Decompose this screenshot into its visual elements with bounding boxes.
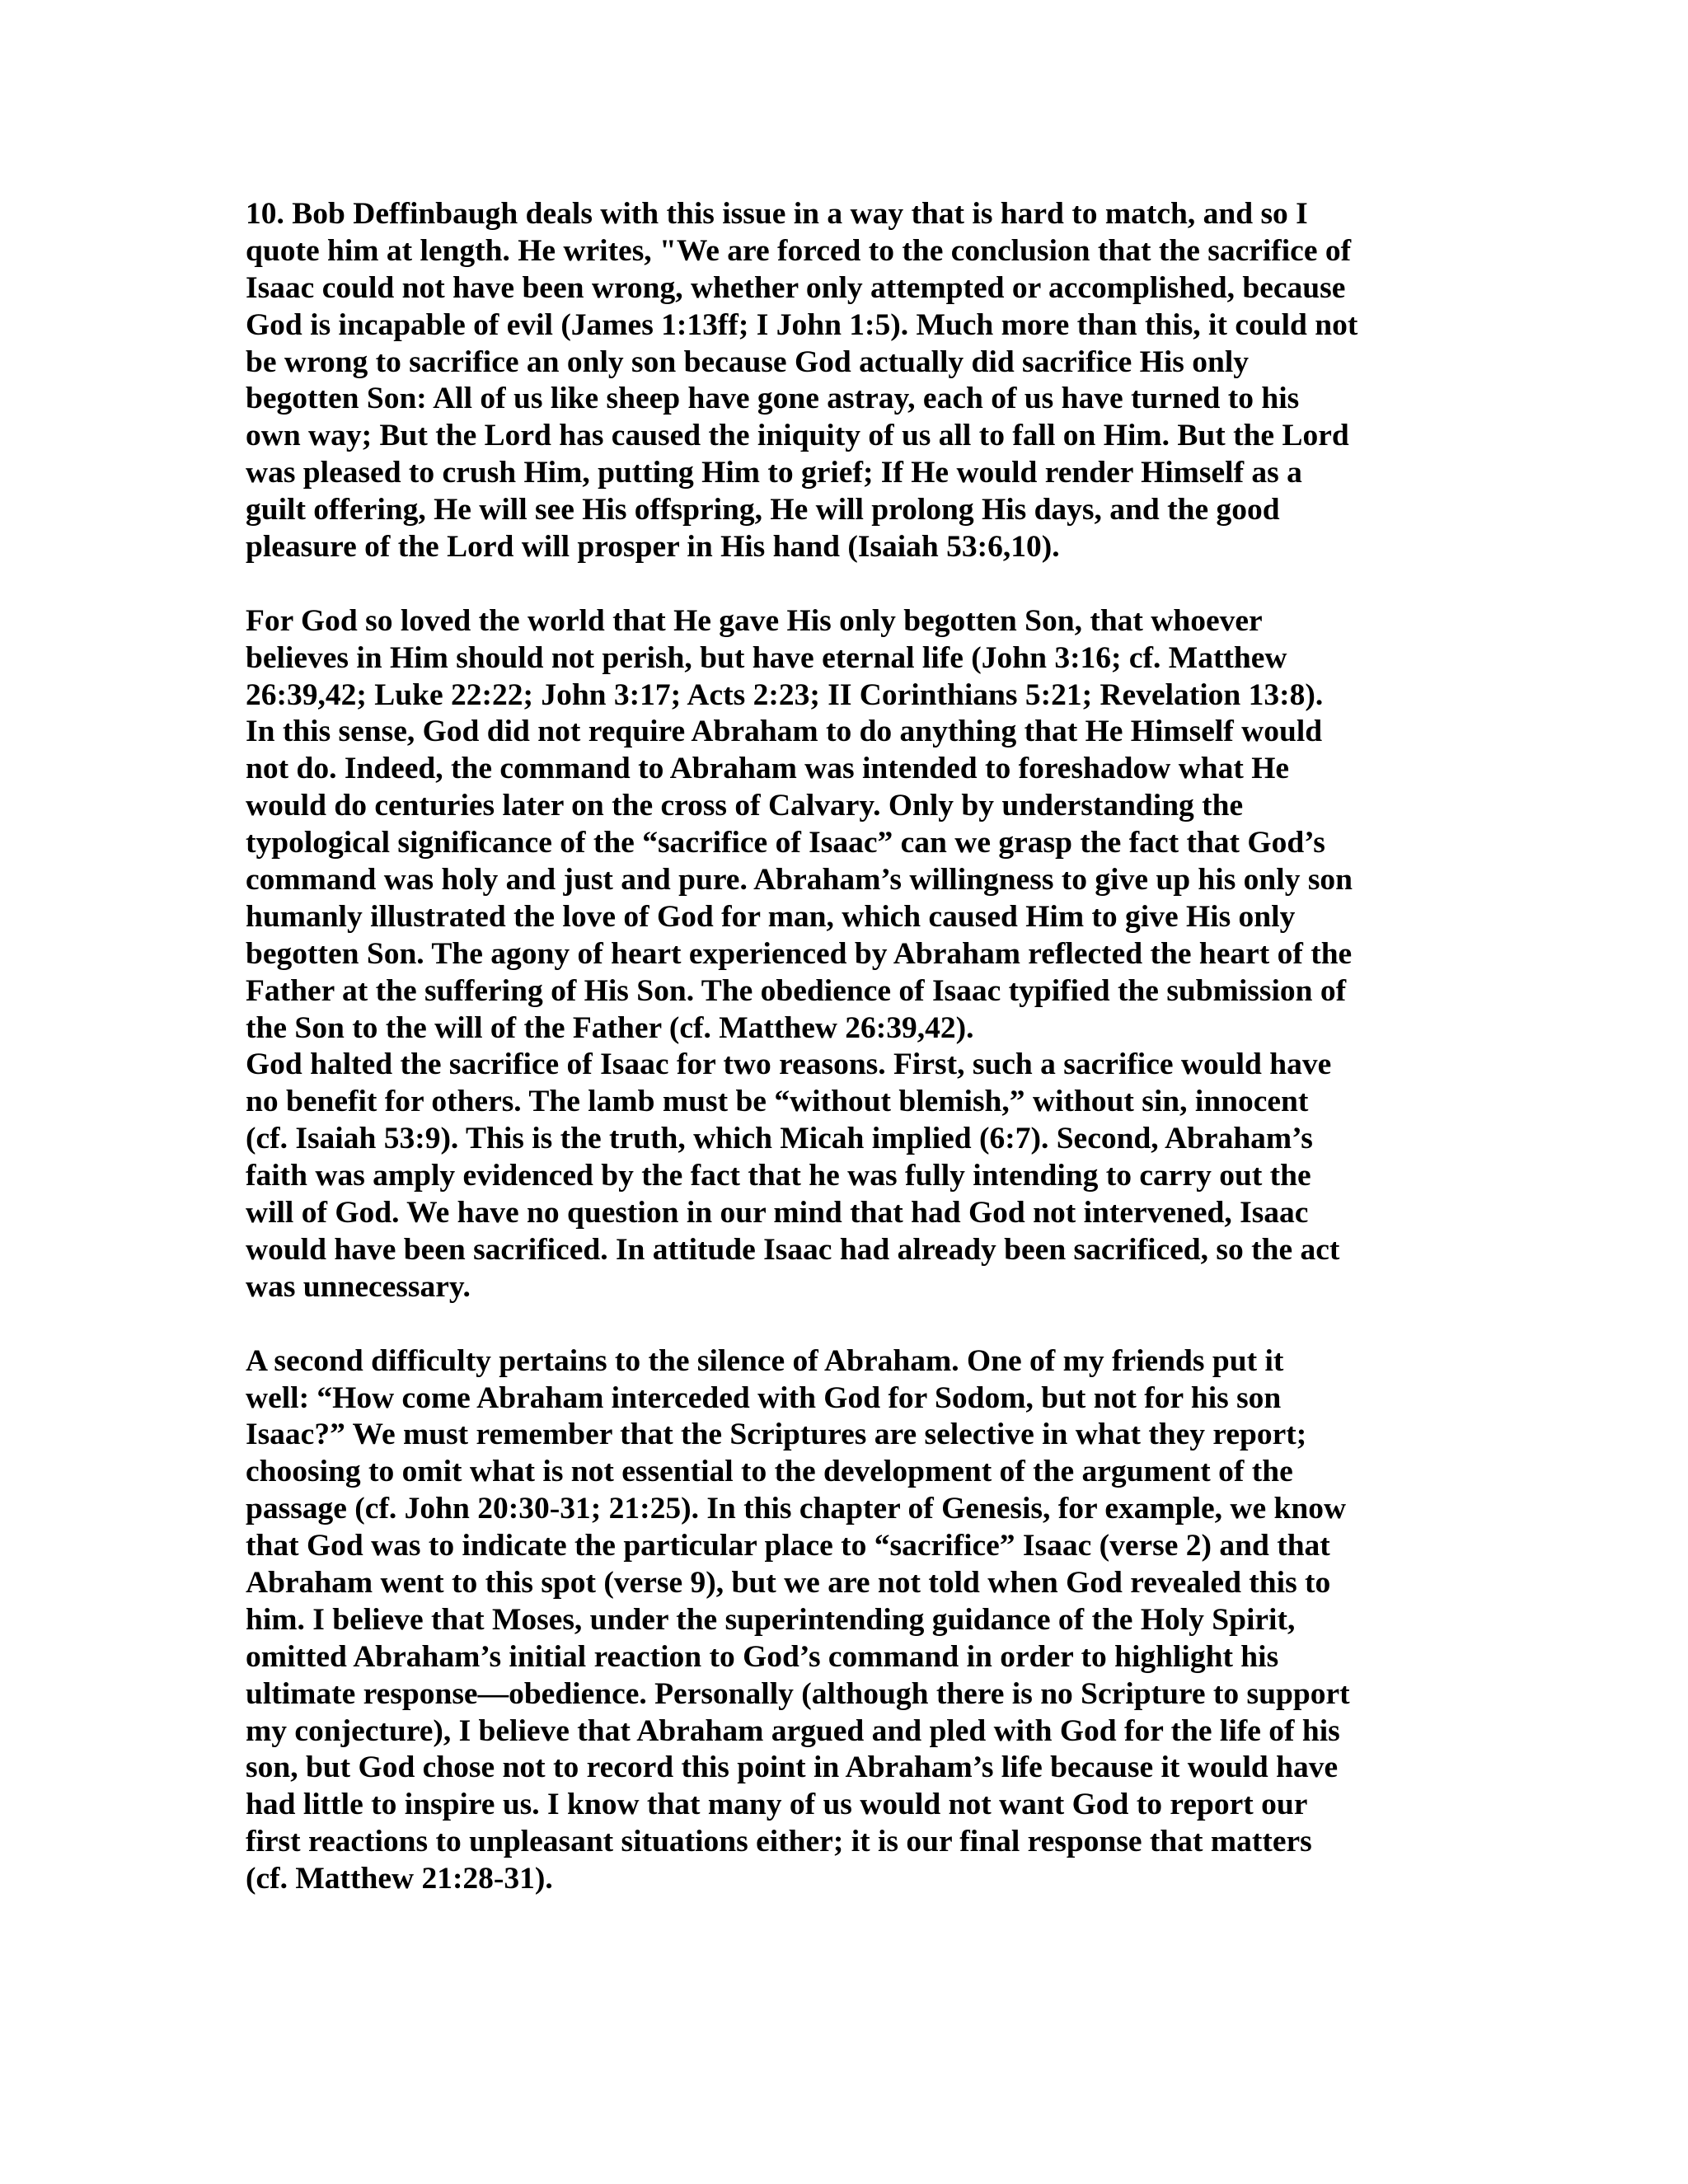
text-line: son, but God chose not to record this point in Abraham’s life because it would have [246,1750,1339,1785]
text-line: begotten Son: All of us like sheep have gone astray, each of us have turned to his [246,382,1300,416]
paragraph-quote-intro [246,196,1449,566]
text-line: God is incapable of evil (James 1:13ff; I John 1:5). Much more than this, it could not [246,307,1358,342]
text-line: would have been sacrificed. In attitude Isaac had already been sacrificed, so the act [246,1232,1340,1267]
text-line: (cf. Matthew 21:28-31). [246,1862,553,1896]
text-line: him. I believe that Moses, under the superintending guidance of the Holy Spirit, [246,1602,1296,1637]
text-line: the Son to the will of the Father (cf. Matthew 26:39,42). [246,1010,974,1045]
text-line: passage (cf. John 20:30-31; 21:25). In this chapter of Genesis, for example, we know [246,1492,1347,1526]
text-line: Abraham went to this spot (verse 9), but we are not told when God revealed this to [246,1565,1331,1600]
paragraph-god-so-loved [246,603,1449,1306]
text-line: begotten Son. The agony of heart experienced by Abraham reflected the heart of the [246,936,1353,971]
text-line: was unnecessary. [246,1269,471,1304]
text-line: humanly illustrated the love of God for man, which caused Him to give His only [246,899,1296,934]
text-line: would do centuries later on the cross of Calvary. Only by understanding the [246,789,1244,823]
text-line: was pleased to crush Him, putting Him to grief; If He would render Himself as a [246,456,1302,490]
text-line: Isaac?” We must remember that the Scriptures are selective in what they report; [246,1418,1307,1452]
paragraph-gap [246,566,1449,603]
text-line: For God so loved the world that He gave His only begotten Son, that whoever [246,603,1263,638]
text-line: omitted Abraham’s initial reaction to God’s command in order to highlight his [246,1639,1279,1674]
text-line: own way; But the Lord has caused the iniquity of us all to fall on Him. But the Lord [246,419,1349,453]
text-line: quote him at length. He writes, "We are forced to the conclusion that the sacrifice of [246,233,1352,268]
text-line: choosing to omit what is not essential to the development of the argument of the [246,1455,1293,1489]
text-line: command was holy and just and pure. Abraham’s willingness to give up his only son [246,863,1353,898]
text-line: 10. Bob Deffinbaugh deals with this issue in a way that is hard to match, and so I [246,197,1308,231]
text-line: God halted the sacrifice of Isaac for two reasons. First, such a sacrifice would have [246,1047,1332,1082]
text-line: be wrong to sacrifice an only son because God actually did sacrifice His only [246,344,1250,379]
text-line: had little to inspire us. I know that many of us would not want God to report our [246,1788,1308,1822]
text-line: Father at the suffering of His Son. The obedience of Isaac typified the submission of [246,973,1347,1008]
text-line: ultimate response—obedience. Personally (although there is no Scripture to support [246,1676,1350,1711]
text-line: well: “How come Abraham interceded with God for Sodom, but not for his son [246,1380,1282,1415]
text-line: first reactions to unpleasant situations either; it is our final response that matters [246,1825,1312,1859]
text-line: guilt offering, He will see His offspring, He will prolong His days, and the good [246,493,1280,527]
text-line: no benefit for others. The lamb must be “without blemish,” without sin, innocent [246,1085,1309,1119]
paragraph-gap [246,1306,1449,1343]
text-line: A second difficulty pertains to the silence of Abraham. One of my friends put it [246,1343,1284,1378]
text-line: Isaac could not have been wrong, whether only attempted or accomplished, because [246,270,1346,305]
document-body [246,196,1449,1898]
text-line: my conjecture), I believe that Abraham argued and pled with God for the life of his [246,1713,1340,1748]
text-line: faith was amply evidenced by the fact that he was fully intending to carry out the [246,1159,1311,1193]
text-line: In this sense, God did not require Abraham to do anything that He Himself would [246,715,1323,749]
paragraph-second-difficulty [246,1343,1449,1898]
text-line: not do. Indeed, the command to Abraham was intended to foreshadow what He [246,752,1290,786]
text-line: (cf. Isaiah 53:9). This is the truth, which Micah implied (6:7). Second, Abraham’s [246,1122,1313,1156]
text-line: typological significance of the “sacrifice of Isaac” can we grasp the fact that God’s [246,826,1325,860]
text-line: 26:39,42; Luke 22:22; John 3:17; Acts 2:23; II Corinthians 5:21; Revelation 13:8). [246,677,1324,712]
text-line: believes in Him should not perish, but have eternal life (John 3:16; cf. Matthew [246,640,1287,675]
text-line: will of God. We have no question in our mind that had God not intervened, Isaac [246,1196,1309,1230]
text-line: pleasure of the Lord will prosper in His hand (Isaiah 53:6,10). [246,530,1060,565]
text-line: that God was to indicate the particular place to “sacrifice” Isaac (verse 2) and that [246,1529,1330,1563]
